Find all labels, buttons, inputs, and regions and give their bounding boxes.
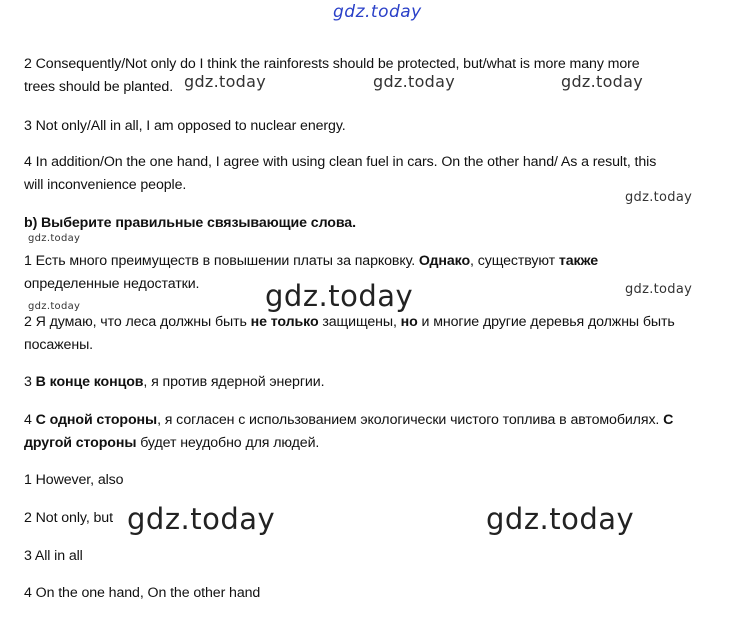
text-segment: 1 Есть много преимуществ в повышении платы за парковку. [24, 253, 419, 269]
watermark: gdz.today [265, 279, 414, 313]
translation-line-2 [24, 312, 675, 332]
exercise-line-2: 2 Consequently/Not only do I think the rainforests should be protected, but/what is more many more [24, 56, 640, 72]
answer-4: 4 On the one hand, On the other hand [24, 585, 261, 601]
text-segment: и многие другие деревья должны быть [417, 314, 675, 330]
bold-connector: С одной стороны [35, 412, 158, 428]
bold-connector: также [558, 253, 599, 269]
text-segment: , существуют [470, 253, 559, 269]
exercise-line-4: 4 In addition/On the one hand, I agree with using clean fuel in cars. On the other hand/ As a result, this [24, 154, 657, 170]
watermark: gdz.today [625, 282, 693, 297]
text-segment: 2 Я думаю, что леса должны быть [24, 314, 251, 330]
exercise-line-3: 3 Not only/All in all, I am opposed to nuclear energy. [24, 118, 346, 134]
translation-line-1-cont: определенные недостатки. [24, 276, 200, 292]
exercise-line-4-cont: will inconvenience people. [24, 177, 187, 193]
answer-3: 3 All in all [24, 548, 83, 564]
bold-connector: не только [250, 314, 319, 330]
bold-connector: но [400, 314, 418, 330]
translation-line-2-cont: посажены. [24, 337, 94, 353]
text-segment: , я согласен с использованием экологически чистого топлива в автомобилях. [157, 412, 664, 428]
translation-line-3 [24, 372, 324, 392]
text-segment: 3 [24, 374, 36, 390]
text-segment: будет неудобно для людей. [136, 435, 320, 451]
watermark: gdz.today [184, 72, 266, 91]
watermark: gdz.today [486, 502, 635, 536]
bold-connector: В конце концов [35, 374, 144, 390]
bold-connector: другой стороны [24, 435, 137, 451]
watermark: gdz.today [625, 190, 693, 205]
watermark: gdz.today [28, 233, 81, 244]
bold-connector: Однако [418, 253, 471, 269]
watermark: gdz.today [28, 301, 81, 312]
bold-connector: С [663, 412, 674, 428]
section-heading: b) Выберите правильные связывающие слова. [24, 215, 356, 231]
exercise-line-2-cont: trees should be planted. [24, 79, 174, 95]
answer-2: 2 Not only, but [24, 510, 113, 526]
translation-line-4 [24, 410, 673, 430]
watermark: gdz.today [561, 72, 643, 91]
watermark: gdz.today [127, 502, 276, 536]
watermark: gdz.today [373, 72, 455, 91]
watermark: gdz.today [333, 2, 422, 22]
text-segment: , я против ядерной энергии. [143, 374, 325, 390]
text-segment: защищены, [318, 314, 401, 330]
translation-line-1 [24, 251, 598, 271]
answer-1: 1 However, also [24, 472, 124, 488]
translation-line-4-cont [24, 433, 319, 453]
text-segment: 4 [24, 412, 36, 428]
